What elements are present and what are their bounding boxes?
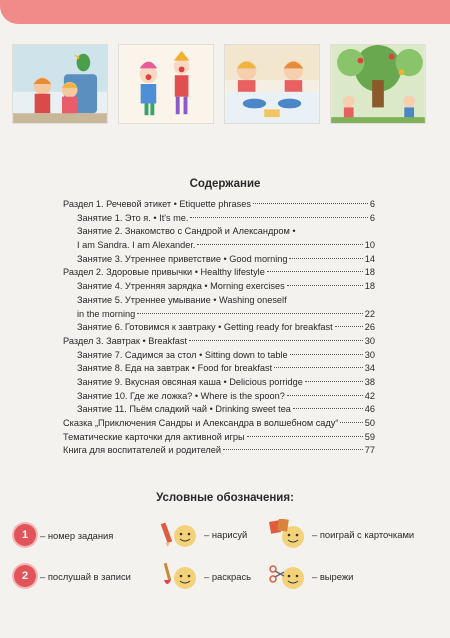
toc-row-text: Занятие 1. Это я. • It's me.	[77, 212, 189, 223]
toc-row	[63, 335, 375, 349]
toc-row-text: Раздел 1. Речевой этикет • Etiquette phrases	[63, 199, 251, 209]
toc-row	[63, 212, 375, 226]
draw-label: – нарисуй	[204, 528, 248, 540]
toc-row	[63, 376, 375, 390]
toc-row	[63, 403, 375, 417]
pencil-face-icon	[160, 519, 200, 549]
cards-label: – поиграй с карточками	[312, 528, 415, 540]
toc-row-page: 46	[364, 404, 375, 415]
cut-label: – вырежи	[312, 570, 354, 582]
legend-color	[160, 561, 251, 591]
legend-cards	[268, 519, 414, 549]
toc-row-page: 30	[364, 335, 375, 346]
toc-row-page: 42	[364, 390, 375, 401]
table-of-contents	[63, 198, 375, 458]
toc-row-page: 6	[369, 199, 375, 209]
toc-row-text: Занятие 10. Где же ложка? • Where is the spoon?	[77, 390, 285, 401]
toc-row-leader-dots	[335, 326, 363, 327]
toc-row-leader-dots	[290, 354, 363, 355]
toc-row-leader-dots	[305, 381, 363, 382]
toc-row-leader-dots	[223, 449, 363, 450]
illustration-kids-with-parrot	[12, 44, 108, 124]
listen-label: – послушай в записи	[40, 570, 131, 582]
toc-row	[63, 280, 375, 294]
toc-row	[63, 390, 375, 404]
toc-row-page: 30	[364, 349, 375, 360]
toc-row	[63, 308, 375, 322]
legend-cut	[268, 561, 353, 591]
toc-row-leader-dots	[197, 244, 362, 245]
legend-listen	[14, 565, 131, 587]
toc-row-page: 14	[364, 253, 375, 264]
toc-row-leader-dots	[340, 422, 362, 423]
toc-row	[63, 349, 375, 363]
legend-draw	[160, 519, 247, 549]
illustration-row	[12, 44, 438, 124]
toc-row-text: Занятие 11. Пьём сладкий чай • Drinking sweet tea	[77, 404, 291, 415]
scissors-face-icon	[268, 561, 308, 591]
toc-row-text: Сказка „Приключения Сандры и Александра в волшебном саду“	[63, 418, 339, 428]
toc-row	[63, 362, 375, 376]
toc-row	[63, 266, 375, 280]
toc-row-page: 38	[364, 376, 375, 387]
toc-row-text: Занятие 6. Готовимся к завтраку • Getting ready for breakfast	[77, 322, 333, 333]
toc-row	[63, 444, 375, 458]
illustration-magic-garden	[330, 44, 426, 124]
toc-row-text: Раздел 2. Здоровые привычки • Healthy lifestyle	[63, 267, 265, 278]
toc-row-leader-dots	[287, 395, 363, 396]
toc-row-leader-dots	[274, 367, 363, 368]
toc-title: Содержание	[189, 178, 261, 190]
toc-row-leader-dots	[253, 203, 368, 204]
toc-row	[63, 417, 375, 431]
toc-row	[63, 294, 375, 308]
toc-row-page: 34	[364, 363, 375, 374]
toc-row-page: 18	[364, 281, 375, 292]
toc-row	[63, 321, 375, 335]
legend-title: Условные обозначения:	[156, 492, 294, 504]
toc-row-page: 50	[364, 418, 375, 428]
toc-row-leader-dots	[189, 340, 363, 341]
toc-row-leader-dots	[137, 313, 363, 314]
toc-row-text: Занятие 7. Садимся за стол • Sitting down to table	[77, 349, 288, 360]
toc-row-page: 59	[364, 431, 375, 442]
toc-row-page: 18	[364, 267, 375, 278]
top-decorative-bar	[0, 0, 450, 24]
illustration-clowns	[118, 44, 214, 124]
toc-row-text: Раздел 3. Завтрак • Breakfast	[63, 335, 188, 346]
toc-row-page: 10	[364, 240, 375, 251]
toc-row	[63, 225, 375, 239]
toc-row-page: 26	[364, 322, 375, 333]
illustration-breakfast-table	[224, 44, 320, 124]
toc-row	[63, 239, 375, 253]
task-number-label: – номер задания	[40, 529, 114, 541]
toc-row-leader-dots	[287, 285, 363, 286]
cards-face-icon	[268, 519, 308, 549]
legend-task-number	[14, 524, 113, 546]
toc-row-page: 77	[364, 445, 375, 456]
toc-row-leader-dots	[247, 436, 363, 437]
toc-row-text: Занятие 2. Знакомство с Сандрой и Александром •	[77, 226, 296, 237]
toc-row-leader-dots	[267, 271, 363, 272]
toc-row-page: 6	[369, 212, 375, 223]
toc-row-text: Тематические карточки для активной игры	[63, 431, 245, 442]
toc-row-text: Занятие 8. Еда на завтрак • Food for breakfast	[77, 363, 273, 374]
toc-row-text: Занятие 4. Утренняя зарядка • Morning exercises	[77, 281, 285, 292]
toc-row-text: Занятие 9. Вкусная овсяная каша • Delicious porridge	[77, 376, 303, 387]
toc-row-leader-dots	[293, 408, 363, 409]
task-number-badge: 1	[14, 524, 36, 546]
toc-row	[63, 253, 375, 267]
toc-row-text: Книга для воспитателей и родителей	[63, 445, 221, 456]
toc-row-text: Занятие 5. Утреннее умывание • Washing oneself	[77, 294, 287, 305]
toc-row-leader-dots	[190, 217, 367, 218]
toc-row-text: I am Sandra. I am Alexander.	[77, 240, 196, 251]
toc-row-text: in the morning	[77, 308, 136, 319]
listen-badge: 2	[14, 565, 36, 587]
toc-row-text: Занятие 3. Утреннее приветствие • Good morning	[77, 253, 288, 264]
color-label: – раскрась	[204, 570, 252, 582]
toc-row	[63, 431, 375, 445]
toc-row	[63, 198, 375, 212]
toc-row-page: 22	[364, 308, 375, 319]
brush-face-icon	[160, 561, 200, 591]
toc-row-leader-dots	[289, 258, 362, 259]
